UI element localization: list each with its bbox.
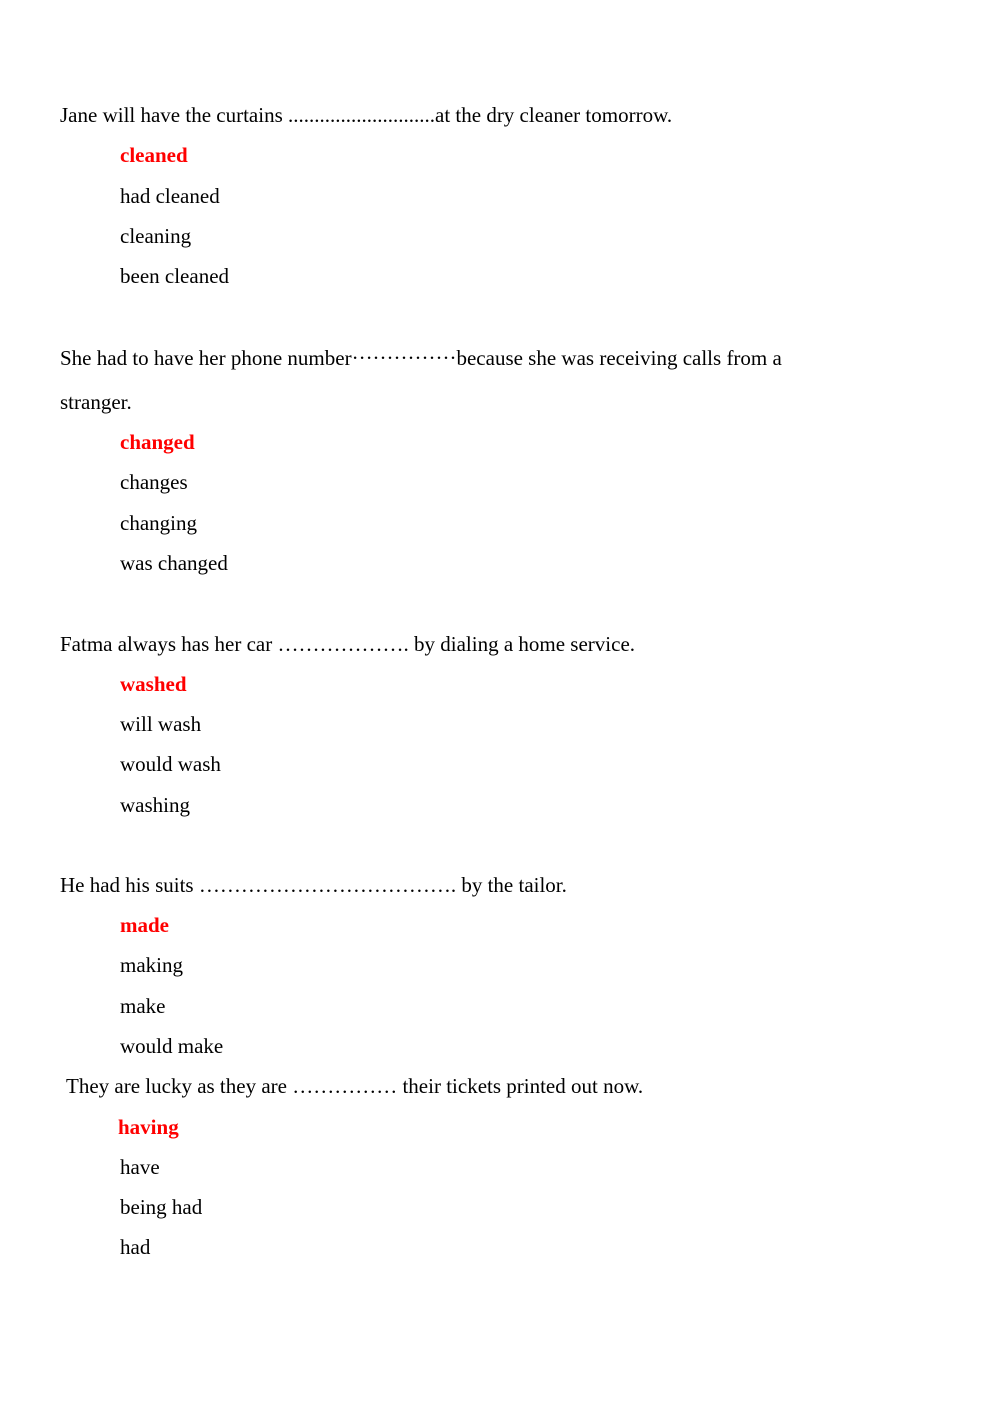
question-4-answer: made	[120, 913, 169, 937]
question-5-option-2: have	[120, 1155, 160, 1179]
question-2-text-line-1: She had to have her phone number···············because she was receiving calls from a	[60, 346, 782, 370]
question-3-option-2: will wash	[120, 712, 202, 736]
question-5-text: They are lucky as they are …………… their tickets printed out now.	[66, 1074, 644, 1098]
question-3-text: Fatma always has her car ………………. by dialing a home service.	[60, 632, 636, 656]
question-2-option-2: changes	[120, 470, 188, 494]
question-1-answer: cleaned	[120, 143, 188, 167]
question-4-text: He had his suits ………………………………. by the tailor.	[60, 873, 567, 897]
question-1-option-3: cleaning	[120, 224, 192, 248]
question-2-text-line-2: stranger.	[60, 390, 132, 414]
question-4-option-4: would make	[120, 1034, 224, 1058]
question-2-option-3: changing	[120, 511, 197, 535]
question-5-option-3: being had	[120, 1195, 203, 1219]
question-2-answer: changed	[120, 430, 195, 454]
question-1-option-2: had cleaned	[120, 184, 220, 208]
question-3-option-4: washing	[120, 793, 190, 817]
question-1-option-4: been cleaned	[120, 264, 230, 288]
question-2-option-4: was changed	[120, 551, 228, 575]
question-4-option-2: making	[120, 953, 183, 977]
question-5-option-4: had	[120, 1235, 151, 1259]
question-1-text: Jane will have the curtains ............................at the dry cleaner tomorrow.	[60, 103, 673, 127]
question-5-answer: having	[118, 1115, 179, 1139]
question-3-answer: washed	[120, 672, 187, 696]
question-4-option-3: make	[120, 994, 166, 1018]
question-3-option-3: would wash	[120, 752, 221, 776]
